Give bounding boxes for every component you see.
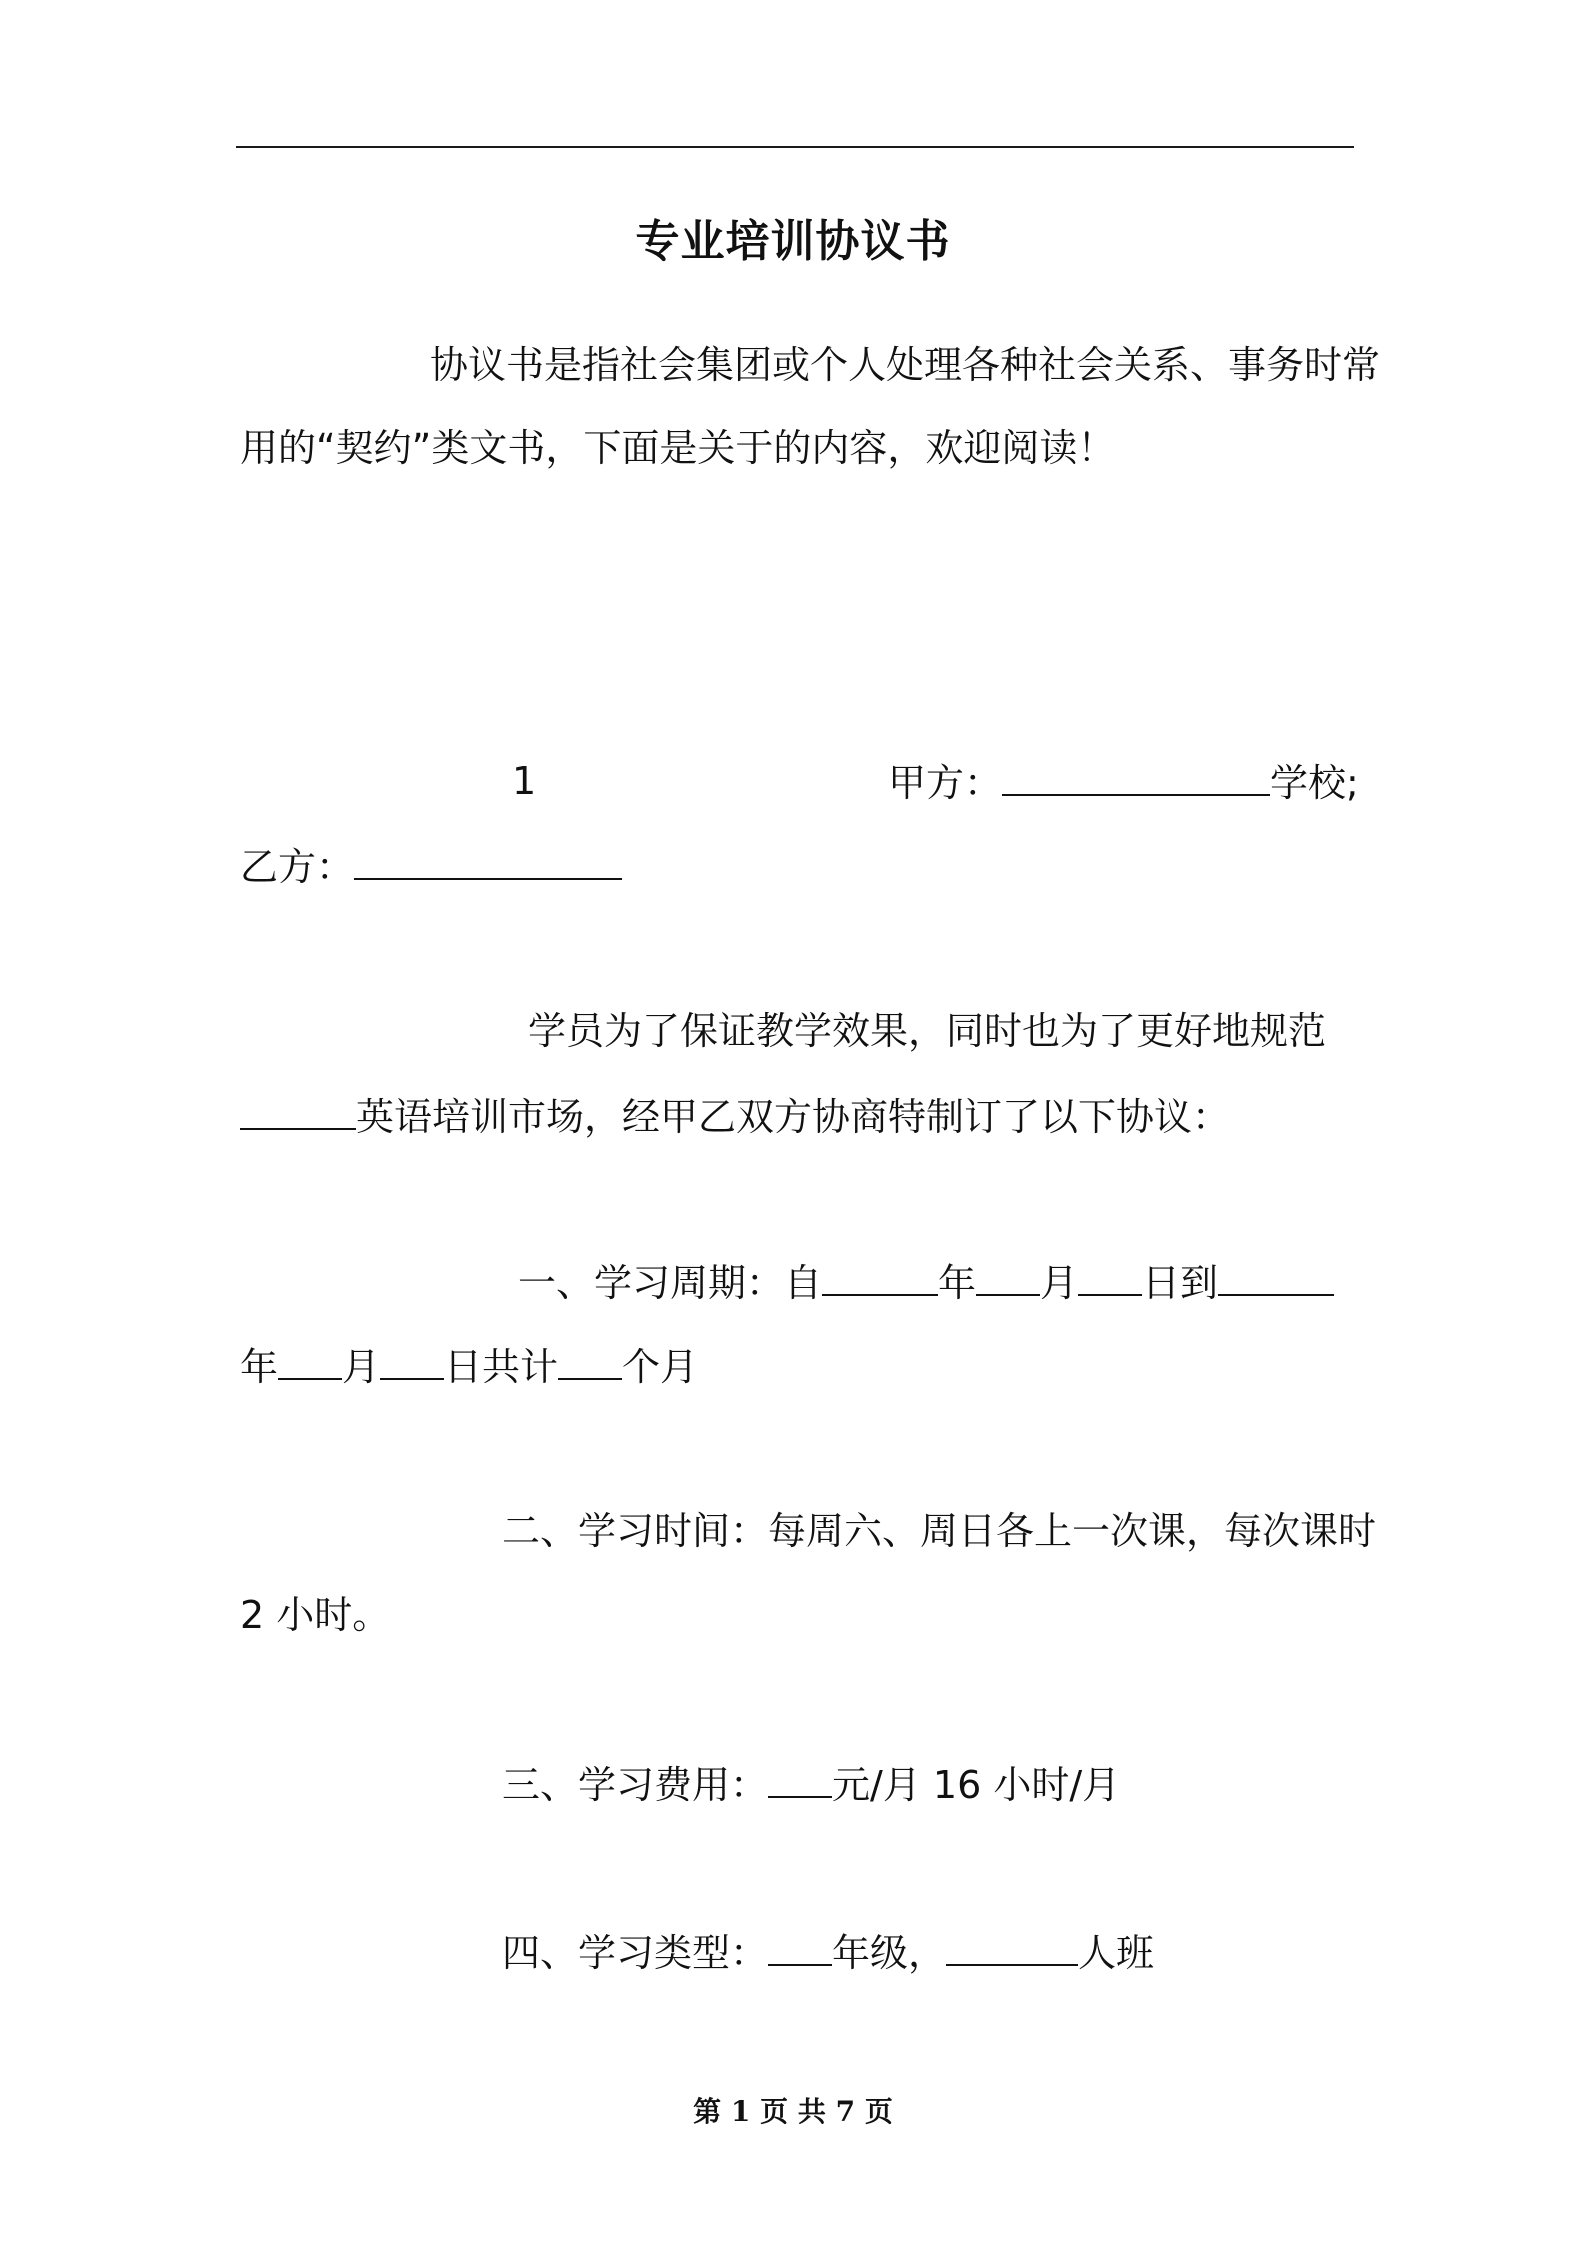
purpose-line-2 (240, 1090, 1230, 1142)
clause-1-month: 月 (1040, 1261, 1079, 1305)
clause-2-line-1: 二、学习时间：每周六、周日各上一次课，每次课时 (502, 1509, 1377, 1553)
clause-1-line-2 (240, 1340, 698, 1392)
clause-1-months-unit: 个月 (622, 1345, 699, 1389)
party-b-line (240, 840, 622, 892)
header-rule (236, 146, 1354, 148)
clause-1-prefix: 一、学习周期：自 (518, 1261, 823, 1305)
clause-2-line-2: 2 小时。 (240, 1593, 391, 1637)
clause-4-line (502, 1926, 1154, 1978)
purpose-line-2-text: 英语培训市场，经甲乙双方协商特制订了以下协议： (356, 1095, 1231, 1139)
clause-3-prefix: 三、学习费用： (502, 1763, 769, 1807)
clause-3-line (502, 1758, 1120, 1810)
clause-1-total: 日共计 (444, 1345, 559, 1389)
end-year-blank[interactable] (1218, 1256, 1334, 1296)
end-month-blank[interactable] (278, 1340, 342, 1380)
clause-4-prefix: 四、学习类型： (502, 1931, 769, 1975)
class-size-blank[interactable] (946, 1926, 1078, 1966)
clause-1-month2: 月 (342, 1345, 381, 1389)
start-day-blank[interactable] (1078, 1256, 1142, 1296)
purpose-line-1: 学员为了保证教学效果，同时也为了更好地规范 (528, 1009, 1327, 1053)
clause-4-class: 人班 (1078, 1931, 1155, 1975)
clause-1-year2: 年 (240, 1345, 279, 1389)
total-months-blank[interactable] (558, 1340, 622, 1380)
clause-3-suffix: 元/月 16 小时/月 (832, 1763, 1121, 1807)
fee-blank[interactable] (768, 1758, 832, 1798)
grade-blank[interactable] (768, 1926, 832, 1966)
clause-4-grade: 年级， (832, 1931, 947, 1975)
party-a-suffix: 学校; (1270, 761, 1359, 805)
purpose-blank[interactable] (240, 1090, 356, 1130)
party-a-line (888, 756, 1359, 808)
page-footer: 第 1 页 共 7 页 (693, 2095, 893, 2128)
clause-1-line-1 (518, 1256, 1334, 1308)
start-year-blank[interactable] (822, 1256, 938, 1296)
party-a-blank[interactable] (1002, 756, 1270, 796)
intro-line-1: 协议书是指社会集团或个人处理各种社会关系、事务时常 (430, 343, 1381, 387)
clause-1-year: 年 (938, 1261, 977, 1305)
party-b-blank[interactable] (354, 840, 622, 880)
intro-line-2: 用的“契约”类文书，下面是关于的内容，欢迎阅读！ (240, 426, 1116, 470)
party-a-label: 甲方： (888, 761, 1003, 805)
clause-1-day-to: 日到 (1142, 1261, 1219, 1305)
end-day-blank[interactable] (380, 1340, 444, 1380)
document-title: 专业培训协议书 (635, 216, 951, 267)
start-month-blank[interactable] (976, 1256, 1040, 1296)
party-b-label: 乙方： (240, 845, 355, 889)
section-number: 1 (512, 759, 537, 803)
